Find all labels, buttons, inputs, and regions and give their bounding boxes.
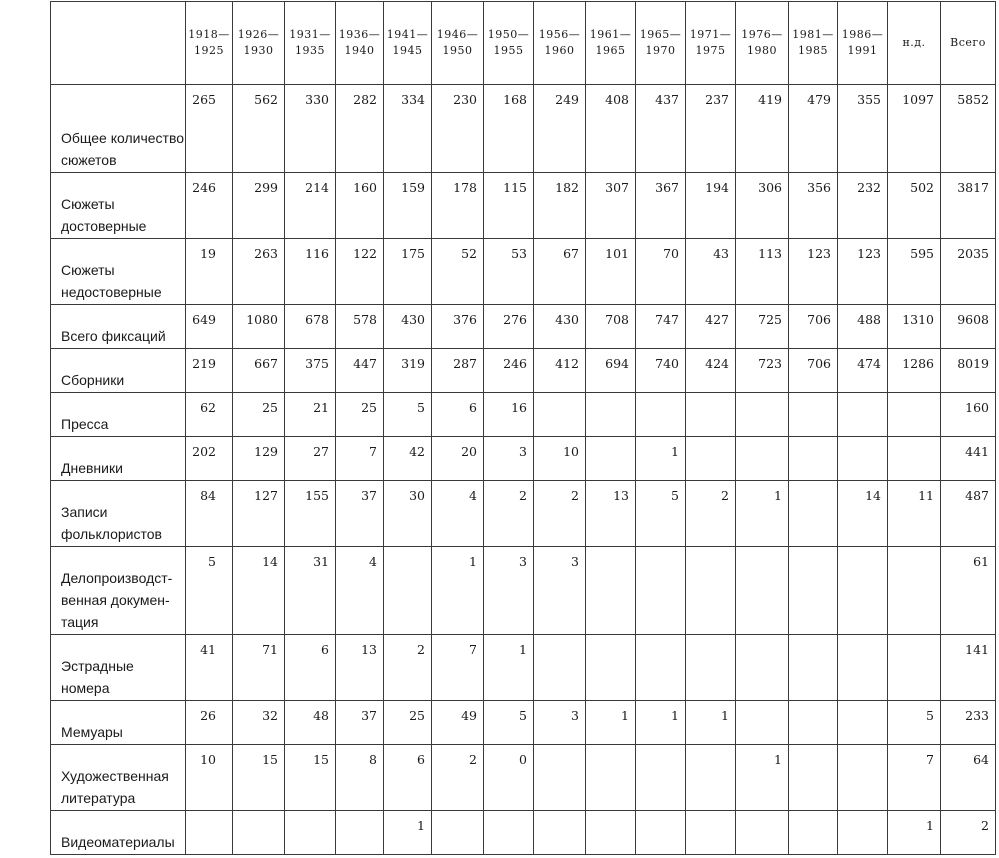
table-cell: 19 [186,239,233,305]
table-cell: 123 [789,239,838,305]
table-cell [789,437,838,481]
table-cell: 230 [432,85,484,173]
row-label: Видеоматериалы [51,811,186,855]
table-cell: 376 [432,305,484,349]
table-cell: 6 [384,745,432,811]
table-cell: 412 [534,349,586,393]
table-cell [736,811,789,855]
table-cell: 123 [838,239,888,305]
table-cell: 9608 [941,305,996,349]
header-period: 1918—1925 [186,2,233,85]
row-label: Мемуары [51,701,186,745]
table-cell: 61 [941,547,996,635]
table-cell [789,745,838,811]
table-cell: 356 [789,173,838,239]
table-cell: 1 [686,701,736,745]
table-cell: 7 [888,745,941,811]
table-cell: 1 [888,811,941,855]
table-cell: 155 [285,481,336,547]
table-cell: 115 [484,173,534,239]
table-cell [888,635,941,701]
table-cell: 232 [838,173,888,239]
table-row [51,393,996,437]
table-cell: 8 [336,745,384,811]
table-cell: 2 [384,635,432,701]
table-cell: 25 [233,393,285,437]
table-cell [636,811,686,855]
table-cell: 127 [233,481,285,547]
table-cell: 43 [686,239,736,305]
table-cell [838,393,888,437]
table-cell [285,811,336,855]
table-cell: 20 [432,437,484,481]
header-period: 1941—1945 [384,2,432,85]
table-cell: 64 [941,745,996,811]
table-cell [534,811,586,855]
table-cell: 694 [586,349,636,393]
row-label: Сюжеты достоверные [51,173,186,239]
table-cell: 578 [336,305,384,349]
table-cell: 116 [285,239,336,305]
table-row [51,481,996,547]
table-cell: 194 [686,173,736,239]
table-cell: 71 [233,635,285,701]
row-label: Художественная литература [51,745,186,811]
table-cell: 42 [384,437,432,481]
table-cell [789,393,838,437]
table-cell: 1 [384,811,432,855]
table-cell: 1080 [233,305,285,349]
table-cell: 479 [789,85,838,173]
row-label: Сюжеты недостоверные [51,239,186,305]
table-cell [838,635,888,701]
table-cell: 437 [636,85,686,173]
table-cell: 141 [941,635,996,701]
table-cell [186,811,233,855]
header-corner [51,2,186,85]
table-cell: 1 [636,701,686,745]
table-cell: 487 [941,481,996,547]
table-cell: 408 [586,85,636,173]
table-cell [586,547,636,635]
table-cell: 306 [736,173,789,239]
table-cell: 375 [285,349,336,393]
table-cell: 49 [432,701,484,745]
table-cell [686,811,736,855]
table-cell: 160 [336,173,384,239]
table-cell: 649 [186,305,233,349]
table-cell: 25 [384,701,432,745]
table-cell: 0 [484,745,534,811]
table-cell [686,635,736,701]
header-nd: н.д. [888,2,941,85]
table-cell [233,811,285,855]
table-cell [838,745,888,811]
table-row [51,437,996,481]
table-cell: 7 [336,437,384,481]
table-cell: 595 [888,239,941,305]
table-cell: 2 [941,811,996,855]
table-cell: 263 [233,239,285,305]
table-cell: 2 [432,745,484,811]
table-cell: 214 [285,173,336,239]
table-cell: 5 [888,701,941,745]
table-cell: 1097 [888,85,941,173]
table-cell: 299 [233,173,285,239]
table-cell [736,437,789,481]
table-cell: 8019 [941,349,996,393]
table-cell: 3 [484,437,534,481]
table-cell: 1 [432,547,484,635]
table-cell: 26 [186,701,233,745]
table-cell: 330 [285,85,336,173]
table-cell: 355 [838,85,888,173]
header-period: 1971—1975 [686,2,736,85]
row-label: Сборники [51,349,186,393]
table-cell [838,811,888,855]
table-cell [534,393,586,437]
table-cell: 53 [484,239,534,305]
table-cell: 14 [838,481,888,547]
table-cell: 21 [285,393,336,437]
table-cell: 3817 [941,173,996,239]
table-cell: 16 [484,393,534,437]
table-cell [636,635,686,701]
table-cell: 1 [636,437,686,481]
table-cell [736,635,789,701]
table-cell [789,481,838,547]
header-total: Всего [941,2,996,85]
table-cell: 84 [186,481,233,547]
table-cell [432,811,484,855]
table-cell: 307 [586,173,636,239]
table-cell [384,547,432,635]
table-cell: 265 [186,85,233,173]
table-cell: 725 [736,305,789,349]
table-cell: 31 [285,547,336,635]
table-cell [789,547,838,635]
table-cell: 723 [736,349,789,393]
table-cell: 5 [384,393,432,437]
table-cell: 32 [233,701,285,745]
table-cell: 562 [233,85,285,173]
table-cell: 287 [432,349,484,393]
table-cell: 37 [336,701,384,745]
header-period: 1936—1940 [336,2,384,85]
table-cell: 706 [789,305,838,349]
table-cell: 160 [941,393,996,437]
row-label: Записи фольклористов [51,481,186,547]
table-cell: 48 [285,701,336,745]
table-cell: 2035 [941,239,996,305]
table-cell: 13 [336,635,384,701]
table-cell: 5 [186,547,233,635]
table-row [51,305,996,349]
table-cell: 7 [432,635,484,701]
table-cell: 62 [186,393,233,437]
table-cell: 430 [534,305,586,349]
table-cell: 233 [941,701,996,745]
table-row [51,745,996,811]
header-period: 1976—1980 [736,2,789,85]
table-cell [336,811,384,855]
table-cell: 159 [384,173,432,239]
table-cell [838,437,888,481]
table-row [51,239,996,305]
header-period: 1965—1970 [636,2,686,85]
table-cell: 3 [484,547,534,635]
table-cell: 129 [233,437,285,481]
row-label: Эстрадные номера [51,635,186,701]
table-cell: 1 [586,701,636,745]
table-cell: 175 [384,239,432,305]
table-cell: 441 [941,437,996,481]
table-cell: 168 [484,85,534,173]
table-cell [586,745,636,811]
table-cell: 667 [233,349,285,393]
table-row [51,635,996,701]
table-cell: 5852 [941,85,996,173]
table-cell: 41 [186,635,233,701]
table-row [51,85,996,173]
table-cell [636,547,686,635]
table-cell: 15 [285,745,336,811]
table-cell: 52 [432,239,484,305]
table-cell: 740 [636,349,686,393]
table-cell: 1286 [888,349,941,393]
table-cell: 424 [686,349,736,393]
header-row [51,2,996,85]
table-cell [686,393,736,437]
table-cell: 246 [186,173,233,239]
table-cell [686,437,736,481]
table-cell: 5 [484,701,534,745]
table-cell: 334 [384,85,432,173]
table-cell: 101 [586,239,636,305]
header-period: 1926—1930 [233,2,285,85]
table-cell [534,635,586,701]
table-cell: 447 [336,349,384,393]
table-cell [686,547,736,635]
row-label: Дневники [51,437,186,481]
table-cell [888,547,941,635]
table-cell: 2 [686,481,736,547]
table-body [51,85,996,855]
row-label: Всего фиксаций [51,305,186,349]
table-cell [586,437,636,481]
table-cell: 419 [736,85,789,173]
table-cell [636,745,686,811]
table-cell [484,811,534,855]
table-cell: 708 [586,305,636,349]
table-cell: 502 [888,173,941,239]
table-cell: 678 [285,305,336,349]
table-cell: 182 [534,173,586,239]
table-cell [586,393,636,437]
table-cell: 37 [336,481,384,547]
table-row [51,547,996,635]
table-cell: 282 [336,85,384,173]
table-cell [636,393,686,437]
table-cell [888,393,941,437]
table-cell: 2 [534,481,586,547]
table-cell: 4 [336,547,384,635]
table-cell [838,701,888,745]
table-cell [789,635,838,701]
table-cell [736,701,789,745]
table-cell: 1 [484,635,534,701]
table-cell: 10 [534,437,586,481]
table-cell: 14 [233,547,285,635]
table-cell: 237 [686,85,736,173]
table-cell: 367 [636,173,686,239]
table-cell: 3 [534,547,586,635]
table-cell [888,437,941,481]
table-cell: 706 [789,349,838,393]
table-row [51,349,996,393]
header-period: 1986—1991 [838,2,888,85]
table-cell: 246 [484,349,534,393]
table-cell: 13 [586,481,636,547]
table-cell: 122 [336,239,384,305]
table-cell: 5 [636,481,686,547]
table-row [51,701,996,745]
table-cell: 1310 [888,305,941,349]
table-cell: 249 [534,85,586,173]
table-row [51,173,996,239]
table-cell [736,393,789,437]
statistics-table [50,1,996,855]
table-cell: 10 [186,745,233,811]
table-cell: 178 [432,173,484,239]
header-period: 1961—1965 [586,2,636,85]
table-cell: 11 [888,481,941,547]
table-cell: 30 [384,481,432,547]
table-cell: 747 [636,305,686,349]
table-cell: 488 [838,305,888,349]
table-cell: 219 [186,349,233,393]
table-cell [789,811,838,855]
table-cell: 6 [285,635,336,701]
table-cell: 113 [736,239,789,305]
table-cell: 474 [838,349,888,393]
table-cell: 427 [686,305,736,349]
table-cell [838,547,888,635]
row-label: Пресса [51,393,186,437]
row-label: Делопроизводст-венная докумен-тация [51,547,186,635]
table-row [51,811,996,855]
header-period: 1946—1950 [432,2,484,85]
table-cell: 67 [534,239,586,305]
header-period: 1931—1935 [285,2,336,85]
table-cell: 6 [432,393,484,437]
table-cell: 70 [636,239,686,305]
table-cell [586,635,636,701]
table-cell: 3 [534,701,586,745]
table-cell [736,547,789,635]
table-cell [686,745,736,811]
table-cell: 1 [736,745,789,811]
header-period: 1950—1955 [484,2,534,85]
table-cell [586,811,636,855]
table-cell: 276 [484,305,534,349]
table-cell: 1 [736,481,789,547]
row-label: Общее количество сюжетов [51,85,186,173]
header-period: 1956—1960 [534,2,586,85]
header-period: 1981—1985 [789,2,838,85]
table-cell: 202 [186,437,233,481]
table-cell: 430 [384,305,432,349]
table-cell: 25 [336,393,384,437]
table-cell: 27 [285,437,336,481]
table-cell: 15 [233,745,285,811]
table-cell [534,745,586,811]
table-cell: 319 [384,349,432,393]
table-cell: 2 [484,481,534,547]
table-cell [789,701,838,745]
table-cell: 4 [432,481,484,547]
